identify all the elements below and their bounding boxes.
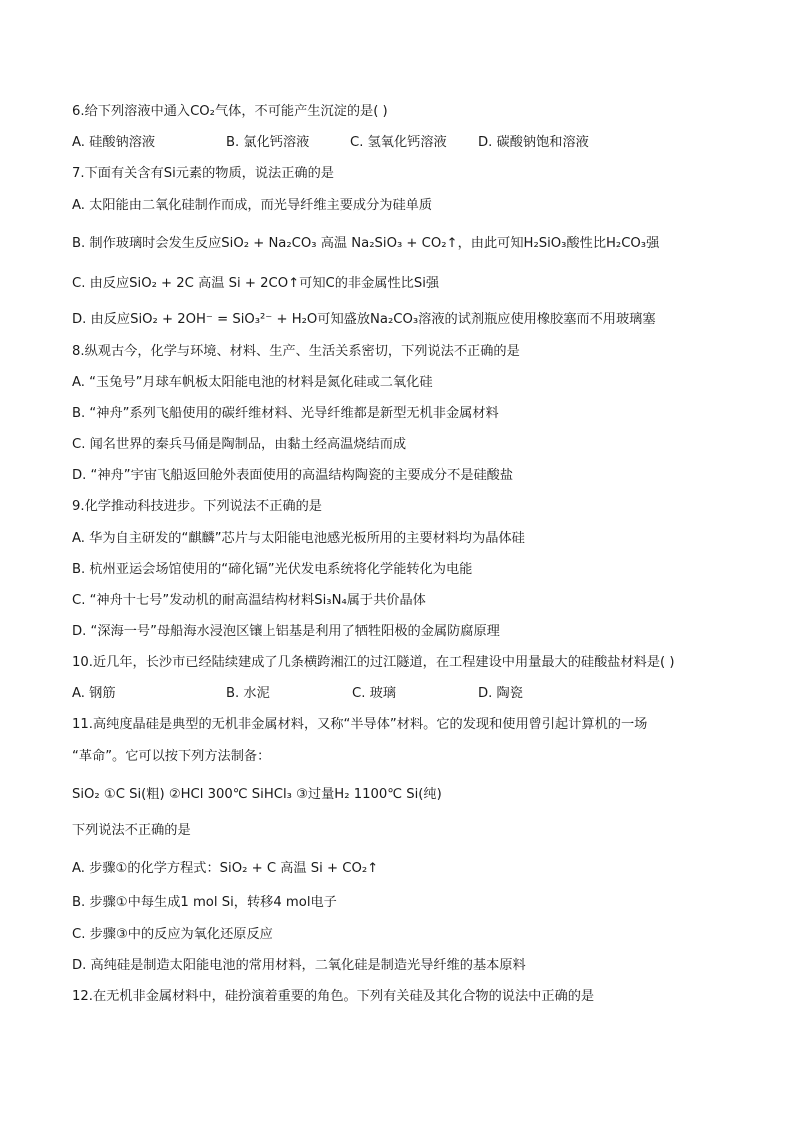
- q9-option-d: D. “深海一号”母船海水浸泡区镶上铝基是利用了牺牲阳极的金属防腐原理: [72, 624, 500, 639]
- q10-option-b: B. 水泥: [226, 686, 270, 701]
- q6-option-d: D. 碳酸钠饱和溶液: [478, 135, 589, 150]
- q8-option-a: A. “玉兔号”月球车帆板太阳能电池的材料是氮化硅或二氧化硅: [72, 375, 433, 390]
- q10-option-a: A. 钢筋: [72, 686, 116, 701]
- question-11-stem-line1: 11.高纯度晶硅是典型的无机非金属材料，又称“半导体”材料。它的发现和使用曾引起计算机的一场: [72, 717, 648, 732]
- q7-option-c: C. 由反应SiO₂ + 2C 高温 Si + 2CO↑可知C的非金属性比Si强: [72, 276, 440, 291]
- q7-option-a: A. 太阳能由二氧化硅制作而成，而光导纤维主要成分为硅单质: [72, 198, 433, 213]
- q6-option-b: B. 氯化钙溶液: [226, 135, 310, 150]
- q11-option-d: D. 高纯硅是制造太阳能电池的常用材料，二氧化硅是制造光导纤维的基本原料: [72, 958, 526, 973]
- q10-option-c: C. 玻璃: [352, 686, 396, 701]
- q11-option-a: A. 步骤①的化学方程式：SiO₂ + C 高温 Si + CO₂↑: [72, 861, 379, 876]
- q6-option-c: C. 氢氧化钙溶液: [350, 135, 447, 150]
- q11-option-c: C. 步骤③中的反应为氧化还原反应: [72, 927, 273, 942]
- q9-option-a: A. 华为自主研发的“麒麟”芯片与太阳能电池感光板所用的主要材料均为晶体硅: [72, 531, 525, 546]
- q9-option-b: B. 杭州亚运会场馆使用的“碲化镉”光伏发电系统将化学能转化为电能: [72, 562, 473, 577]
- question-9-stem: 9.化学推动科技进步。下列说法不正确的是: [72, 499, 322, 514]
- q8-option-b: B. “神舟”系列飞船使用的碳纤维材料、光导纤维都是新型无机非金属材料: [72, 406, 499, 421]
- q11-option-b: B. 步骤①中每生成1 mol Si，转移4 mol电子: [72, 895, 337, 910]
- question-12-stem: 12.在无机非金属材料中，硅扮演着重要的角色。下列有关硅及其化合物的说法中正确的是: [72, 989, 595, 1004]
- q8-option-c: C. 闻名世界的秦兵马俑是陶制品，由黏土经高温烧结而成: [72, 437, 407, 452]
- q10-option-d: D. 陶瓷: [478, 686, 523, 701]
- question-8-stem: 8.纵观古今，化学与环境、材料、生产、生活关系密切，下列说法不正确的是: [72, 344, 520, 359]
- q7-option-d: D. 由反应SiO₂ + 2OH⁻ = SiO₃²⁻ + H₂O可知盛放Na₂CO₃溶液的试剂瓶应使用橡胶塞而不用玻璃塞: [72, 312, 656, 327]
- question-6-stem: 6.给下列溶液中通入CO₂气体，不可能产生沉淀的是( ): [72, 104, 388, 119]
- question-11-stem-line2: “革命”。它可以按下列方法制备：: [72, 749, 271, 764]
- q6-option-a: A. 硅酸钠溶液: [72, 135, 156, 150]
- question-10-stem: 10.近几年，长沙市已经陆续建成了几条横跨湘江的过江隧道，在工程建设中用量最大的硅酸盐材料是( ): [72, 655, 675, 670]
- q11-preparation-route: SiO₂ ①C Si(粗) ②HCl 300℃ SiHCl₃ ③过量H₂ 1100℃ Si(纯): [72, 787, 442, 802]
- q8-option-d: D. “神舟”宇宙飞船返回舱外表面使用的高温结构陶瓷的主要成分不是硅酸盐: [72, 468, 514, 483]
- question-7-stem: 7.下面有关含有Si元素的物质，说法正确的是: [72, 166, 334, 181]
- question-11-stem-line3: 下列说法不正确的是: [72, 823, 191, 838]
- q7-option-b: B. 制作玻璃时会发生反应SiO₂ + Na₂CO₃ 高温 Na₂SiO₃ + CO₂↑，由此可知H₂SiO₃酸性比H₂CO₃强: [72, 236, 660, 251]
- q9-option-c: C. “神舟十七号”发动机的耐高温结构材料Si₃N₄属于共价晶体: [72, 593, 426, 608]
